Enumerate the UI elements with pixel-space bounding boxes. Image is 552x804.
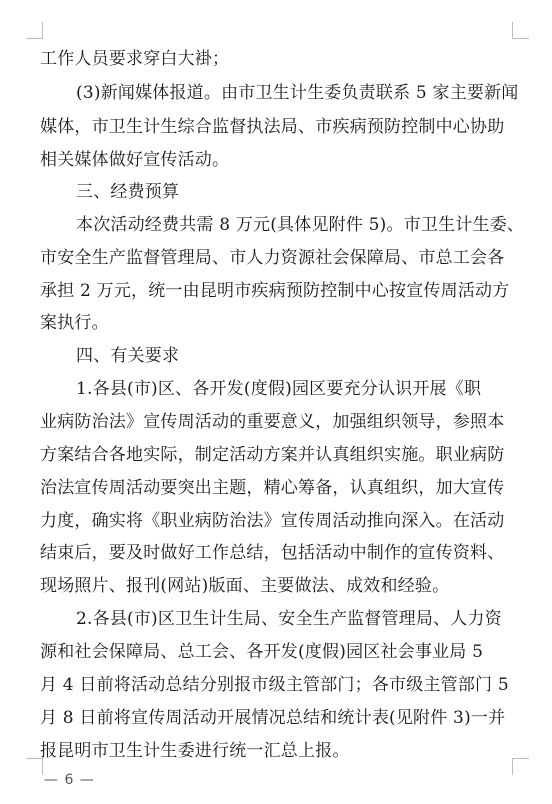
text-line: 2.各县(市)区卫生计生局、安全生产监督管理局、人力资 [76, 609, 502, 629]
page-number: — 6 — [44, 772, 95, 788]
text-line: 工作人员要求穿白大褂； [40, 49, 230, 69]
text-line: 现场照片、报刊(网站)版面、主要做法、成效和经验。 [40, 576, 450, 596]
text-line: 月 8 日前将宣传周活动开展情况总结和统计表(见附件 3)一并 [40, 708, 506, 728]
section-heading: 三、经费预算 [76, 182, 180, 202]
text-line: (3)新闻媒体报道。由市卫生计生委负责联系 5 家主要新闻 [76, 83, 519, 103]
section-heading: 四、有关要求 [76, 346, 180, 366]
text-line: 本次活动经费共需 8 万元(具体见附件 5)。市卫生计生委、 [76, 215, 525, 235]
text-line: 案执行。 [40, 313, 109, 333]
text-line: 市安全生产监督管理局、市人力资源社会保障局、市总工会各 [40, 248, 505, 268]
text-line: 相关媒体做好宣传活动。 [40, 150, 230, 170]
text-line: 力度，确实将《职业病防治法》宣传周活动推向深入。在活动 [40, 511, 505, 531]
text-line: 治法宣传周活动要突出主题，精心筹备，认真组织，加大宣传 [40, 478, 505, 498]
text-line: 报昆明市卫生计生委进行统一汇总上报。 [40, 741, 350, 761]
text-line: 月 4 日前将活动总结分别报市级主管部门；各市级主管部门 5 [40, 675, 509, 695]
text-line: 结束后，要及时做好工作总结，包括活动中制作的宣传资料、 [40, 543, 505, 563]
text-line: 方案结合各地实际，制定活动方案并认真组织实施。职业病防 [40, 445, 505, 465]
text-line: 业病防治法》宣传周活动的重要意义，加强组织领导，参照本 [40, 412, 505, 432]
text-line: 1.各县(市)区、各开发(度假)园区要充分认识开展《职 [76, 379, 482, 399]
text-line: 源和社会保障局、总工会、各开发(度假)园区社会事业局 5 [40, 642, 484, 662]
crop-mark-top-left [26, 22, 43, 39]
text-line: 承担 2 万元，统一由昆明市疾病预防控制中心按宣传周活动方 [40, 281, 510, 301]
crop-mark-top-right [512, 22, 529, 39]
text-line: 媒体，市卫生计生综合监督执法局、市疾病预防控制中心协助 [40, 117, 505, 137]
